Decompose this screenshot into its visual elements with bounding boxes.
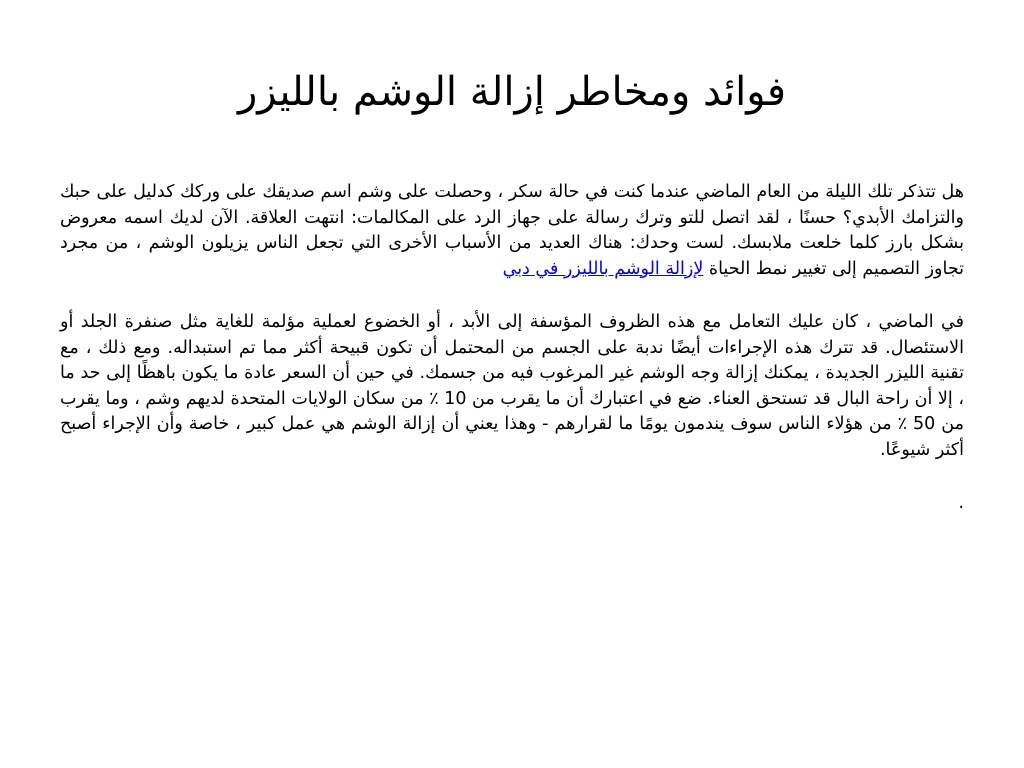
slide-body xyxy=(60,180,964,517)
trailing-dot: . xyxy=(958,493,964,513)
slide-title: فوائد ومخاطر إزالة الوشم بالليزر xyxy=(237,69,787,115)
paragraph-intro-text: هل تتذكر تلك الليلة من العام الماضي عندما كنت في حالة سكر ، وحصلت على وشم اسم صديقك على وركك كدليل على حبك والتزامك الأبدي؟ حسنًا ، لقد اتصل للتو وترك رسالة على جهاز الرد على المكالمات: انتهت العلاقة. الآن لديك اسمه معروض بشكل بارز كلما خلعت ملابسك. لست وحدك: هناك العديد من الأسباب الأخرى التي تجعل الناس يزيلون الوشم ، من مجرد تجاوز التصميم إلى تغيير نمط الحياة xyxy=(60,182,964,279)
paragraph-intro xyxy=(60,180,964,282)
laser-removal-dubai-link[interactable]: لإزالة الوشم بالليزر في دبي xyxy=(502,258,704,279)
paragraph-history: في الماضي ، كان عليك التعامل مع هذه الظروف المؤسفة إلى الأبد ، أو الخضوع لعملية مؤلمة للغاية مثل صنفرة الجلد أو الاستئصال. قد تترك هذه الإجراءات أيضًا ندبة على الجسم من المحتمل أن تكون قبيحة أكثر مما تم استبداله. ومع ذلك ، مع تقنية الليزر الجديدة ، يمكنك إزالة وجه الوشم غير المرغوب فيه من جسمك. في حين أن السعر عادة ما يكون باهظًا إلى حد ما ، إلا أن راحة البال قد تستحق العناء. ضع في اعتبارك أن ما يقرب من 10 ٪ من سكان الولايات المتحدة لديهم وشم ، وما يقرب من 50 ٪ من هؤلاء الناس سوف يندمون يومًا ما لقرارهم - وهذا يعني أن إزالة الوشم هي عمل كبير ، خاصة وأن الإجراء أصبح أكثر شيوعًا. xyxy=(60,312,965,460)
